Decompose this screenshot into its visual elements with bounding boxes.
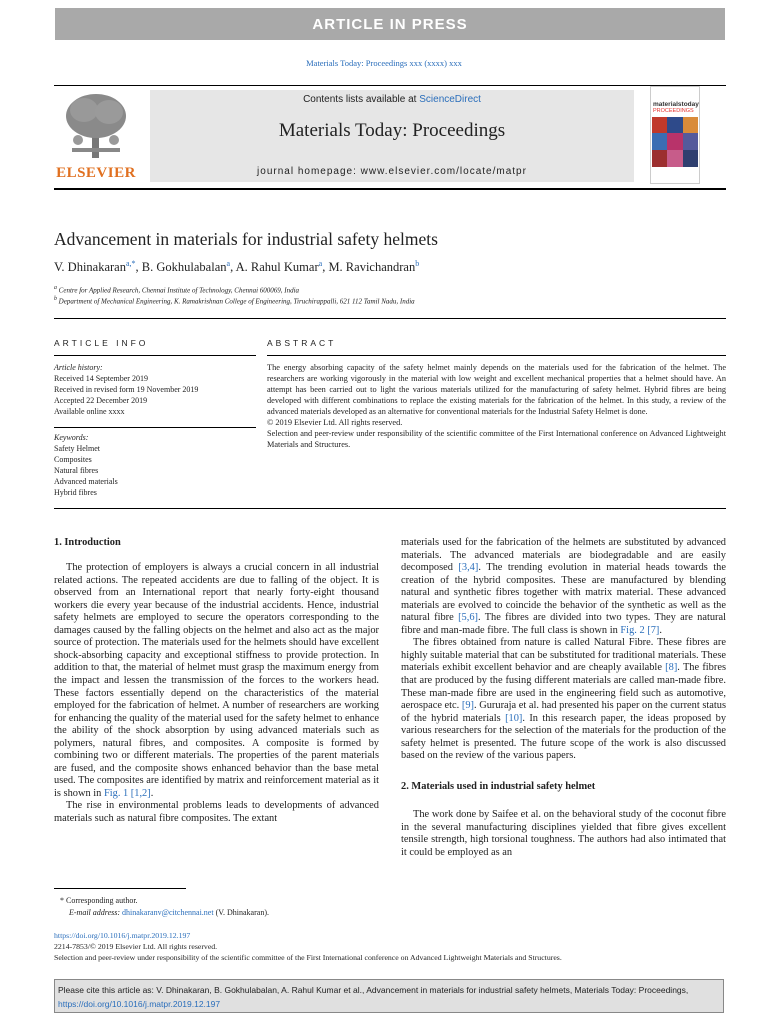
author-name[interactable]: M. Ravichandran [328,260,416,275]
paper-title: Advancement in materials for industrial safety helmets [54,229,438,249]
page-footer [54,930,726,963]
author-separator: , [322,260,329,275]
journal-cover-thumbnail[interactable] [650,86,700,184]
footer-peer-review: Selection and peer-review under responsibility of the scientific committee of the First International conference on Advanced Lightweight Materials and Structures. [54,953,562,962]
history-online: Available online xxxx [54,407,125,416]
history-revised: Received in revised form 19 November 2019 [54,385,199,394]
elsevier-wordmark: ELSEVIER [56,165,136,181]
abstract-peer-review: Selection and peer-review under responsibility of the scientific committee of the First International conference on Advanced Lightweight Materials and Structures. [267,429,726,449]
intro-p1-text: The protection of employers is always a crucial concern in all industrial related actions. The repeated accidents are due to falling of the object. It is observed from an International report that nearly forty-eight thousand workers die every year because of the industrial accidents. Hence, industrial safety helmets are employed to secure the operators corresponding to the damages caused by the falling objects on the helmet and also act as the major source of protection. The materials used for the helmets should have excellent shock-absorbing capacity and exceptional stiffness to provide protection. In addition to that, the material of helmet must grasp the maximum energy from the impact and lessen the transmission of the forces to the workers head. These factors essentially depend on the characteristics of the material employed for the fabrication of helmet. A number of researchers are working for enhancing the quality of the material used for the safety helmet to enhance the ability of the shock absorption by using advanced materials such as polymers, natural fibres, and composites. A composite is formed by combining two or different materials. The properties of the parent materials are fused, and the composite shows enhanced behavior than the base metal used. The composites are identified by matrix and reinforcement material as it is shown in [54,562,379,799]
contents-line [150,94,634,105]
keyword: Hybrid fibres [54,488,97,497]
abstract-text: The energy absorbing capacity of the safety helmet mainly depends on the materials used for the fabrication of the helmet. The researchers are working vigorously in the material with low weight and excellent mechanical properties that a helmet should have. An attempt has been carried out to light the various materials utilized for the manufacturing of safety helmet. Hybrid fibres are being developed with different combinations to replace the existing materials for the fabrication of the helmet. In this study, a review of the advanced materials developed as an alternative for conventional materials for the Industrial Safety Helmet is done. [267,363,726,416]
citation-link[interactable]: [3,4] [458,562,479,574]
keywords-block [54,432,256,498]
email-label: E-mail address: [69,908,123,917]
figure-1-link[interactable]: Fig. 1 [1,2] [103,787,151,799]
affiliation-text: Centre for Applied Research, Chennai Institute of Technology, Chennai 600069, India [58,286,300,295]
journal-title[interactable]: Materials Today: Proceedings [278,120,506,141]
keywords-rule [54,427,256,428]
keyword: Natural fibres [54,466,99,475]
contents-prefix: Contents lists available at [303,94,420,105]
right-paragraph-2 [401,637,726,762]
article-in-press-banner: ARTICLE IN PRESS [55,8,725,40]
journal-homepage[interactable]: journal homepage: www.elsevier.com/locate/matpr [257,166,527,177]
intro-p1-end: . [150,787,154,799]
footnote [54,895,374,919]
affiliation-text: Department of Mechanical Engineering, K. Ramakrishnan College of Engineering, Tiruchirappalli, 621 112 Tamil Nadu, India [58,297,415,306]
right-p1-text: . [659,624,662,636]
header-top-rule [54,85,726,86]
affiliation-a [54,285,299,294]
keyword: Composites [54,455,92,464]
author-list [54,259,419,275]
right-paragraph-1 [401,537,726,637]
right-p1-text: materials used for the fabrication of the helmets are substituted by advanced materials. The advanced materials are biodegradable and are easily decomposed [401,537,726,574]
history-accepted: Accepted 22 December 2019 [54,396,148,405]
article-info-rule [54,355,256,356]
citation-link[interactable]: [5,6] [458,612,478,624]
cover-subtitle: PROCEEDINGS [653,108,694,114]
abstract-rule [267,355,726,356]
section-heading-materials: 2. Materials used in industrial safety helmet [401,780,596,792]
email-link[interactable]: dhinakaranv@citchennai.net [122,908,214,917]
author-affil-mark[interactable]: a,* [125,259,136,268]
cover-title: materialstoday [653,101,699,108]
email-line [54,907,374,919]
body-column-right [401,537,726,860]
author-name[interactable]: V. Dhinakaran [54,260,126,275]
corresponding-author-note: * Corresponding author. [60,896,138,905]
author-affil-mark[interactable]: a [226,259,231,268]
article-info-heading: ARTICLE INFO [54,338,149,348]
right-p2-text: . The fibres that are produced by the fusing different materials are called man-made fibre. These man-made fibre are used in the engineering field such as automotive, aerospace etc. [401,662,726,712]
email-name: (V. Dhinakaran). [213,908,269,917]
issn-line: 2214-7853/© 2019 Elsevier Ltd. All rights reserved. [54,942,218,951]
history-label: Article history: [54,363,103,372]
journal-reference[interactable]: Materials Today: Proceedings xxx (xxxx) xxx [306,58,462,68]
affiliation-b [54,296,415,305]
author-affil-mark[interactable]: b [415,259,420,268]
intro-paragraph-1 [54,562,379,800]
right-p1-text: . The fibres are divided into two types. They are natural fibre and man-made fibre. The full class is shown in [401,612,726,636]
footnote-rule [54,888,186,889]
abstract-body [267,362,726,450]
abstract-copyright: © 2019 Elsevier Ltd. All rights reserved. [267,418,403,427]
cover-image-grid [652,117,698,169]
right-paragraph-3: The work done by Saifee et al. on the behavioral study of the coconut fibre in the several manufacturing disciplines yielded that fibre gives excellent tensile strength, high torsional toughness. The authors had also intimated that it could be employed as an [401,809,726,859]
affiliation-mark: b [54,296,57,302]
citation-text: Please cite this article as: V. Dhinakaran, B. Gokhulabalan, A. Rahul Kumar et al., Advancement in materials for industrial safety helmets, Materials Today: Proceedings, [58,985,689,995]
citation-doi-link[interactable]: https://doi.org/10.1016/j.matpr.2019.12.197 [58,999,221,1009]
author-name[interactable]: B. Gokhulabalan [141,260,227,275]
doi-link[interactable]: https://doi.org/10.1016/j.matpr.2019.12.197 [54,931,191,940]
section-heading-introduction: 1. Introduction [54,537,121,548]
intro-paragraph-2: The rise in environmental problems leads to developments of advanced materials such as natural fibre composites. The extant [54,800,379,825]
history-received: Received 14 September 2019 [54,374,148,383]
figure-2-link[interactable]: Fig. 2 [7] [620,624,660,636]
author-affil-mark[interactable]: a [318,259,323,268]
article-history [54,362,256,417]
affiliation-mark: a [54,285,57,291]
abstract-bottom-rule [54,508,726,509]
body-column-left [54,537,379,826]
author-name[interactable]: A. Rahul Kumar [235,260,319,275]
author-separator: , [135,260,142,275]
right-p2-text: . Gururaja et al. had presented his paper on the current status of the hybrid materials [401,700,727,724]
citation-link[interactable]: [8] [665,662,678,674]
author-separator: , [230,260,236,275]
abstract-heading: ABSTRACT [267,338,337,348]
keyword: Safety Helmet [54,444,100,453]
header-bottom-rule [54,188,726,190]
keyword: Advanced materials [54,477,118,486]
keywords-label: Keywords: [54,433,89,442]
citation-box [54,979,724,1013]
right-p1-text: . The trending evolution in material heads towards the creation of the hybrid composites. These are manufactured by blending natural and synthetic fibres together with matrix material. These advanced materials are evolved to coincide the behavior of the synthetic as well as the natural fibre [401,562,726,624]
citation-link[interactable]: [9] [461,700,475,712]
sciencedirect-link[interactable]: ScienceDirect [419,94,481,105]
title-divider [54,318,726,319]
right-p2-text: The fibres obtained from nature is called Natural Fibre. These fibres are highly suitable material that can be substituted for traditional materials. These materials exhibit excellent behavior and are cheaply available [401,637,726,674]
right-p2-text: . In this research paper, the ideas proposed by various researchers for the selection of the materials for the production of the safety helmet is presented. The future scope of the work is also discussed based on the review of the various papers. [401,712,727,762]
tree-icon [66,94,126,158]
citation-link[interactable]: [10] [505,712,523,724]
